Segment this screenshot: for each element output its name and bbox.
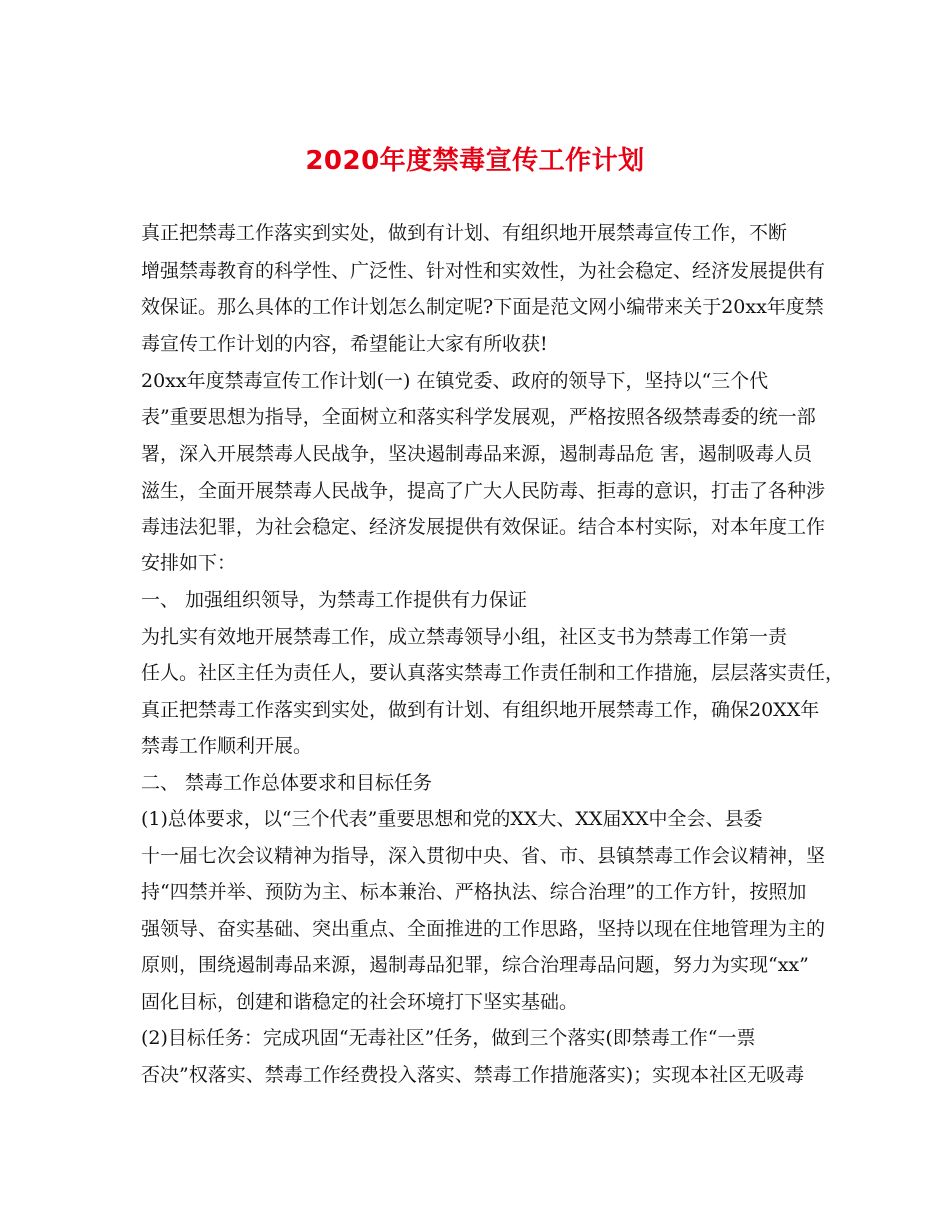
body-line: 安排如下： <box>141 552 237 574</box>
body-line: 毒违法犯罪，为社会稳定、经济发展提供有效保证。结合本村实际，对本年度工作 <box>141 516 826 538</box>
body-line: 否决”权落实、禁毒工作经费投入落实、禁毒工作措施落实)；实现本社区无吸毒 <box>141 1064 805 1086</box>
body-line: (2)目标任务：完成巩固“无毒社区”任务，做到三个落实(即禁毒工作“一票 <box>141 1027 756 1049</box>
body-line: 20xx年度禁毒宣传工作计划(一) 在镇党委、政府的领导下，坚持以“三个代 <box>141 370 769 392</box>
body-line: 真正把禁毒工作落实到实处，做到有计划、有组织地开展禁毒宣传工作，不断 <box>141 222 788 244</box>
body-line: 为扎实有效地开展禁毒工作，成立禁毒领导小组，社区支书为禁毒工作第一责 <box>141 626 788 648</box>
section-heading: 一、 加强组织领导，为禁毒工作提供有力保证 <box>141 589 528 611</box>
body-line: 表”重要思想为指导，全面树立和落实科学发展观，严格按照各级禁毒委的统一部 <box>141 406 816 428</box>
body-line: 效保证。那么具体的工作计划怎么制定呢?下面是范文网小编带来关于20xx年度禁 <box>141 296 824 318</box>
body-line: 增强禁毒教育的科学性、广泛性、针对性和实效性，为社会稳定、经济发展提供有 <box>141 260 826 282</box>
body-line: 原则，围绕遏制毒品来源，遏制毒品犯罪，综合治理毒品问题，努力为实现“xx” <box>141 954 809 976</box>
body-line: 固化目标，创建和谐稳定的社会环境打下坚实基础。 <box>141 991 579 1013</box>
body-line: 真正把禁毒工作落实到实处，做到有计划、有组织地开展禁毒工作，确保20XX年 <box>141 699 820 721</box>
body-line: 任人。社区主任为责任人，要认真落实禁毒工作责任制和工作措施，层层落实责任， <box>141 662 845 684</box>
body-line: 十一届七次会议精神为指导，深入贯彻中央、省、市、县镇禁毒工作会议精神，坚 <box>141 845 826 867</box>
body-line: 滋生，全面开展禁毒人民战争，提高了广大人民防毒、拒毒的意识，打击了各种涉 <box>141 480 826 502</box>
document-title: 2020年度禁毒宣传工作计划 <box>305 146 645 176</box>
section-heading: 二、 禁毒工作总体要求和目标任务 <box>141 772 433 794</box>
body-line: 禁毒工作顺利开展。 <box>141 735 313 757</box>
body-line: (1)总体要求，以“三个代表”重要思想和党的XX大、XX届XX中全会、县委 <box>141 808 763 830</box>
body-line: 署，深入开展禁毒人民战争，坚决遏制毒品来源，遏制毒品危 害，遏制吸毒人员 <box>141 443 813 465</box>
body-line: 持“四禁并举、预防为主、标本兼治、严格执法、综合治理”的工作方针，按照加 <box>141 881 807 903</box>
body-line: 强领导、奋实基础、突出重点、全面推进的工作思路，坚持以现在住地管理为主的 <box>141 918 826 940</box>
body-line: 毒宣传工作计划的内容，希望能让大家有所收获! <box>141 333 548 355</box>
